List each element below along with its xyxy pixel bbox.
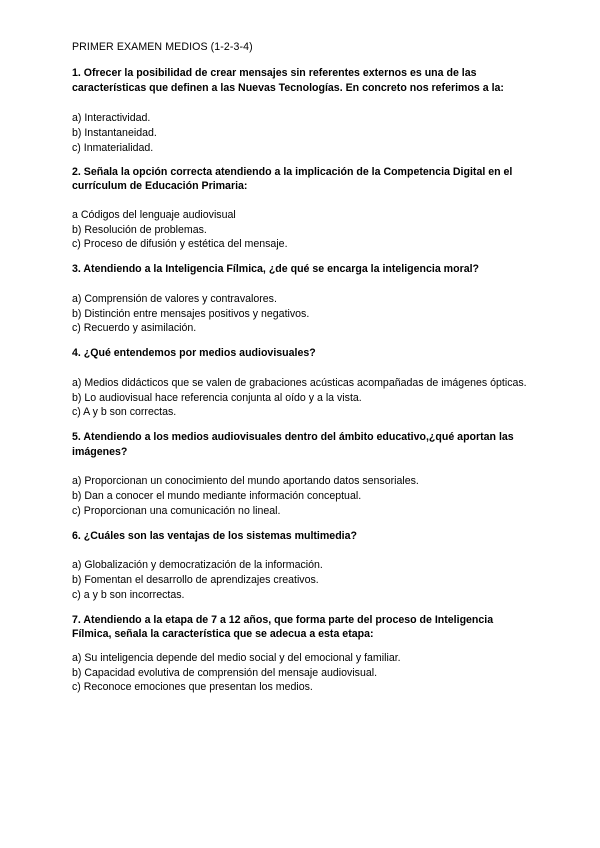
question-block-5 [72,430,532,519]
answer-option: c) Recuerdo y asimilación. [72,322,197,335]
question-text: 2. Señala la opción correcta atendiendo a la implicación de la Competencia Digital en el currículum de Educación Primaria: [72,165,513,193]
question-block-7 [72,613,532,696]
answer-option: c) Inmaterialidad. [72,141,154,154]
answer-options [72,376,532,420]
answer-option: b) Dan a conocer el mundo mediante información conceptual. [72,490,362,503]
question-text: 3. Atendiendo a la Inteligencia Fílmica, ¿de qué se encarga la inteligencia moral? [72,263,479,276]
answer-option: a) Su inteligencia depende del medio social y del emocional y familiar. [72,651,401,664]
answer-option: b) Capacidad evolutiva de comprensión del mensaje audiovisual. [72,666,378,679]
answer-options [72,111,532,155]
exam-page [72,40,532,695]
question-block-6 [72,529,532,603]
question-block-3 [72,262,532,336]
answer-option: a) Comprensión de valores y contravalores. [72,292,277,305]
answer-option: c) Proporcionan una comunicación no lineal. [72,504,281,517]
question-block-1 [72,66,532,156]
question-text: 1. Ofrecer la posibilidad de crear mensajes sin referentes externos es una de las características que definen a las Nuevas Tecnologías. En concreto nos referimos a la: [72,67,504,94]
question-block-2 [72,165,532,253]
answer-option: a) Medios didácticos que se valen de grabaciones acústicas acompañadas de imágenes ópticas. [72,376,527,389]
answer-options [72,474,532,518]
answer-option: c) Proceso de difusión y estética del mensaje. [72,238,288,251]
answer-options [72,558,532,602]
answer-option: a) Proporcionan un conocimiento del mundo aportando datos sensoriales. [72,475,419,488]
answer-options [72,208,532,252]
question-text: 4. ¿Qué entendemos por medios audiovisuales? [72,347,316,360]
answer-option: a) Globalización y democratización de la información. [72,559,323,572]
answer-option: b) Fomentan el desarrollo de aprendizajes creativos. [72,574,319,587]
answer-option: b) Lo audiovisual hace referencia conjunta al oído y a la vista. [72,391,362,404]
answer-option: a Códigos del lenguaje audiovisual [72,208,236,221]
answer-option: b) Resolución de problemas. [72,223,207,236]
answer-options [72,292,532,336]
question-text: 7. Atendiendo a la etapa de 7 a 12 años, que forma parte del proceso de Inteligencia Fílmica, señala la característica que se adecua a esta etapa: [72,613,494,641]
question-text: 5. Atendiendo a los medios audiovisuales dentro del ámbito educativo,¿qué aportan las imágenes? [72,431,514,458]
answer-option: b) Instantaneidad. [72,126,157,139]
question-text: 6. ¿Cuáles son las ventajas de los sistemas multimedia? [72,529,357,542]
document-title: PRIMER EXAMEN MEDIOS (1-2-3-4) [72,41,253,53]
question-block-4 [72,346,532,420]
answer-option: c) A y b son correctas. [72,406,177,419]
answer-option: c) a y b son incorrectas. [72,588,185,601]
answer-option: b) Distinción entre mensajes positivos y negativos. [72,307,310,320]
answer-options [72,651,532,695]
answer-option: c) Reconoce emociones que presentan los medios. [72,681,313,694]
answer-option: a) Interactividad. [72,112,151,125]
